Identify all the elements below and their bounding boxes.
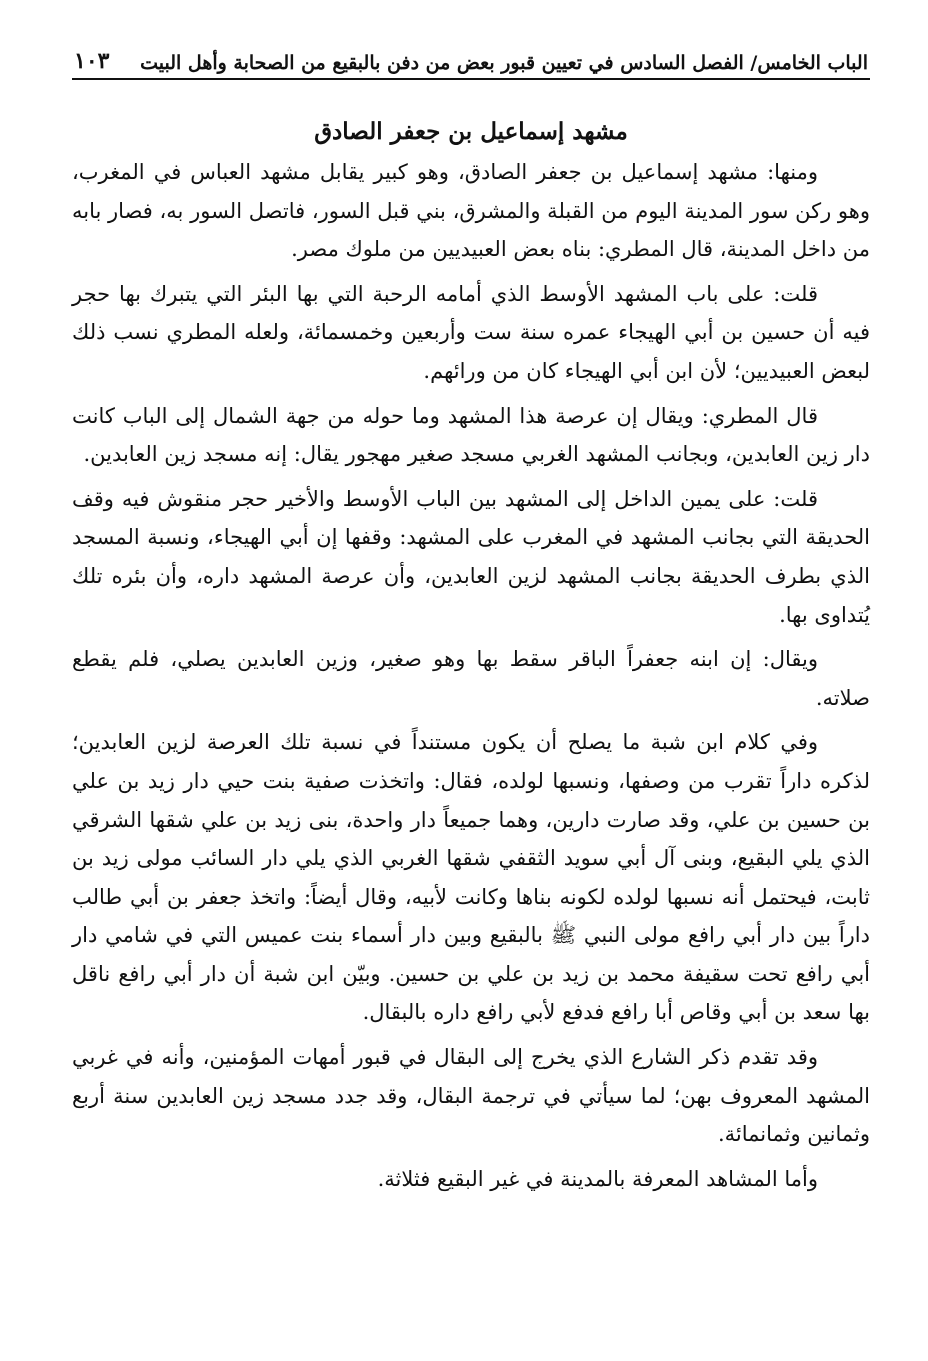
header-title: الباب الخامس/ الفصل السادس في تعيين قبور بعض من دفن بالبقيع من الصحابة وأهل البيت bbox=[140, 52, 868, 74]
book-page bbox=[72, 36, 870, 1204]
running-header bbox=[72, 36, 870, 80]
page-number: ١٠٣ bbox=[74, 48, 110, 74]
paragraph: قال المطري: ويقال إن عرصة هذا المشهد وما حوله من جهة الشمال إلى الباب كانت دار زين العابدين، وبجانب المشهد الغربي مسجد صغير مهجور يقال: إنه مسجد زين العابدين. bbox=[72, 403, 870, 467]
paragraph: قلت: على باب المشهد الأوسط الذي أمامه الرحبة التي بها البئر التي يتبرك بها حجر فيه أن حسين بن أبي الهيجاء عمره سنة ست وأربعين وخمسمائة، ولعله المطري نسب ذلك لبعض العبيديين؛ لأن ابن أبي الهيجاء كان من ورائهم. bbox=[72, 281, 870, 383]
paragraph: وأما المشاهد المعرفة بالمدينة في غير البقيع فثلاثة. bbox=[377, 1166, 818, 1191]
body-text bbox=[72, 153, 870, 1198]
paragraph: ومنها: مشهد إسماعيل بن جعفر الصادق، وهو كبير يقابل مشهد العباس في المغرب، وهو ركن سور المدينة اليوم من القبلة والمشرق، بني قبل السور، فاتصل السور به، فصار بابه من داخل المدينة، قال المطري: بناه بعض العبيديين من ملوك مصر. bbox=[72, 160, 870, 262]
section-title: مشهد إسماعيل بن جعفر الصادق bbox=[314, 118, 628, 145]
paragraph: قلت: على يمين الداخل إلى المشهد بين الباب الأوسط والأخير حجر منقوش فيه وقف الحديقة التي بجانب المشهد في المغرب على المشهد: وقفها إن أبي الهيجاء، ونسبة المسجد الذي بطرف الحديقة بجانب المشهد لزين العابدين، وأن عرصة المشهد داره، وأن بئره تلك يُتداوى بها. bbox=[72, 486, 870, 627]
paragraph: وفي كلام ابن شبة ما يصلح أن يكون مستنداً في نسبة تلك العرصة لزين العابدين؛ لذكره داراً تقرب من وصفها، ونسبها لولده، فقال: واتخذت صفية بنت حيي دار زيد بن علي بن حسين بن علي، وقد صارت دارين، وهما جميعاً دار واحدة، بنى زيد بن علي شقها الشرقي الذي يلي البقيع، وبنى آل أبي سويد الثقفي شقها الغربي الذي يلي دار السائب مولى زيد بن ثابت، فيحتمل أنه نسبها لولده لكونه بناها وكانت لأبيه، وقال أيضاً: واتخذ جعفر بن أبي طالب داراً بين دار أبي رافع مولى النبي ﷺ بالبقيع وبين دار أسماء بنت عميس التي في شامي دار أبي رافع تحت سقيفة محمد بن زيد بن علي بن حسين. وبيّن ابن شبة أن دار أبي رافع ناقل بها سعد بن أبي وقاص أبا رافع فدفع لأبي رافع داره بالبقال. bbox=[72, 730, 870, 1025]
paragraph: ويقال: إن ابنه جعفراً الباقر سقط بها وهو صغير، وزين العابدين يصلي، فلم يقطع صلاته. bbox=[72, 647, 870, 710]
paragraph: وقد تقدم ذكر الشارع الذي يخرج إلى البقال في قبور أمهات المؤمنين، وأنه في غربي المشهد المعروف بهن؛ لما سيأتي في ترجمة البقال، وقد جدد مسجد زين العابدين سنة أربع وثمانين وثمانمائة. bbox=[72, 1045, 870, 1147]
